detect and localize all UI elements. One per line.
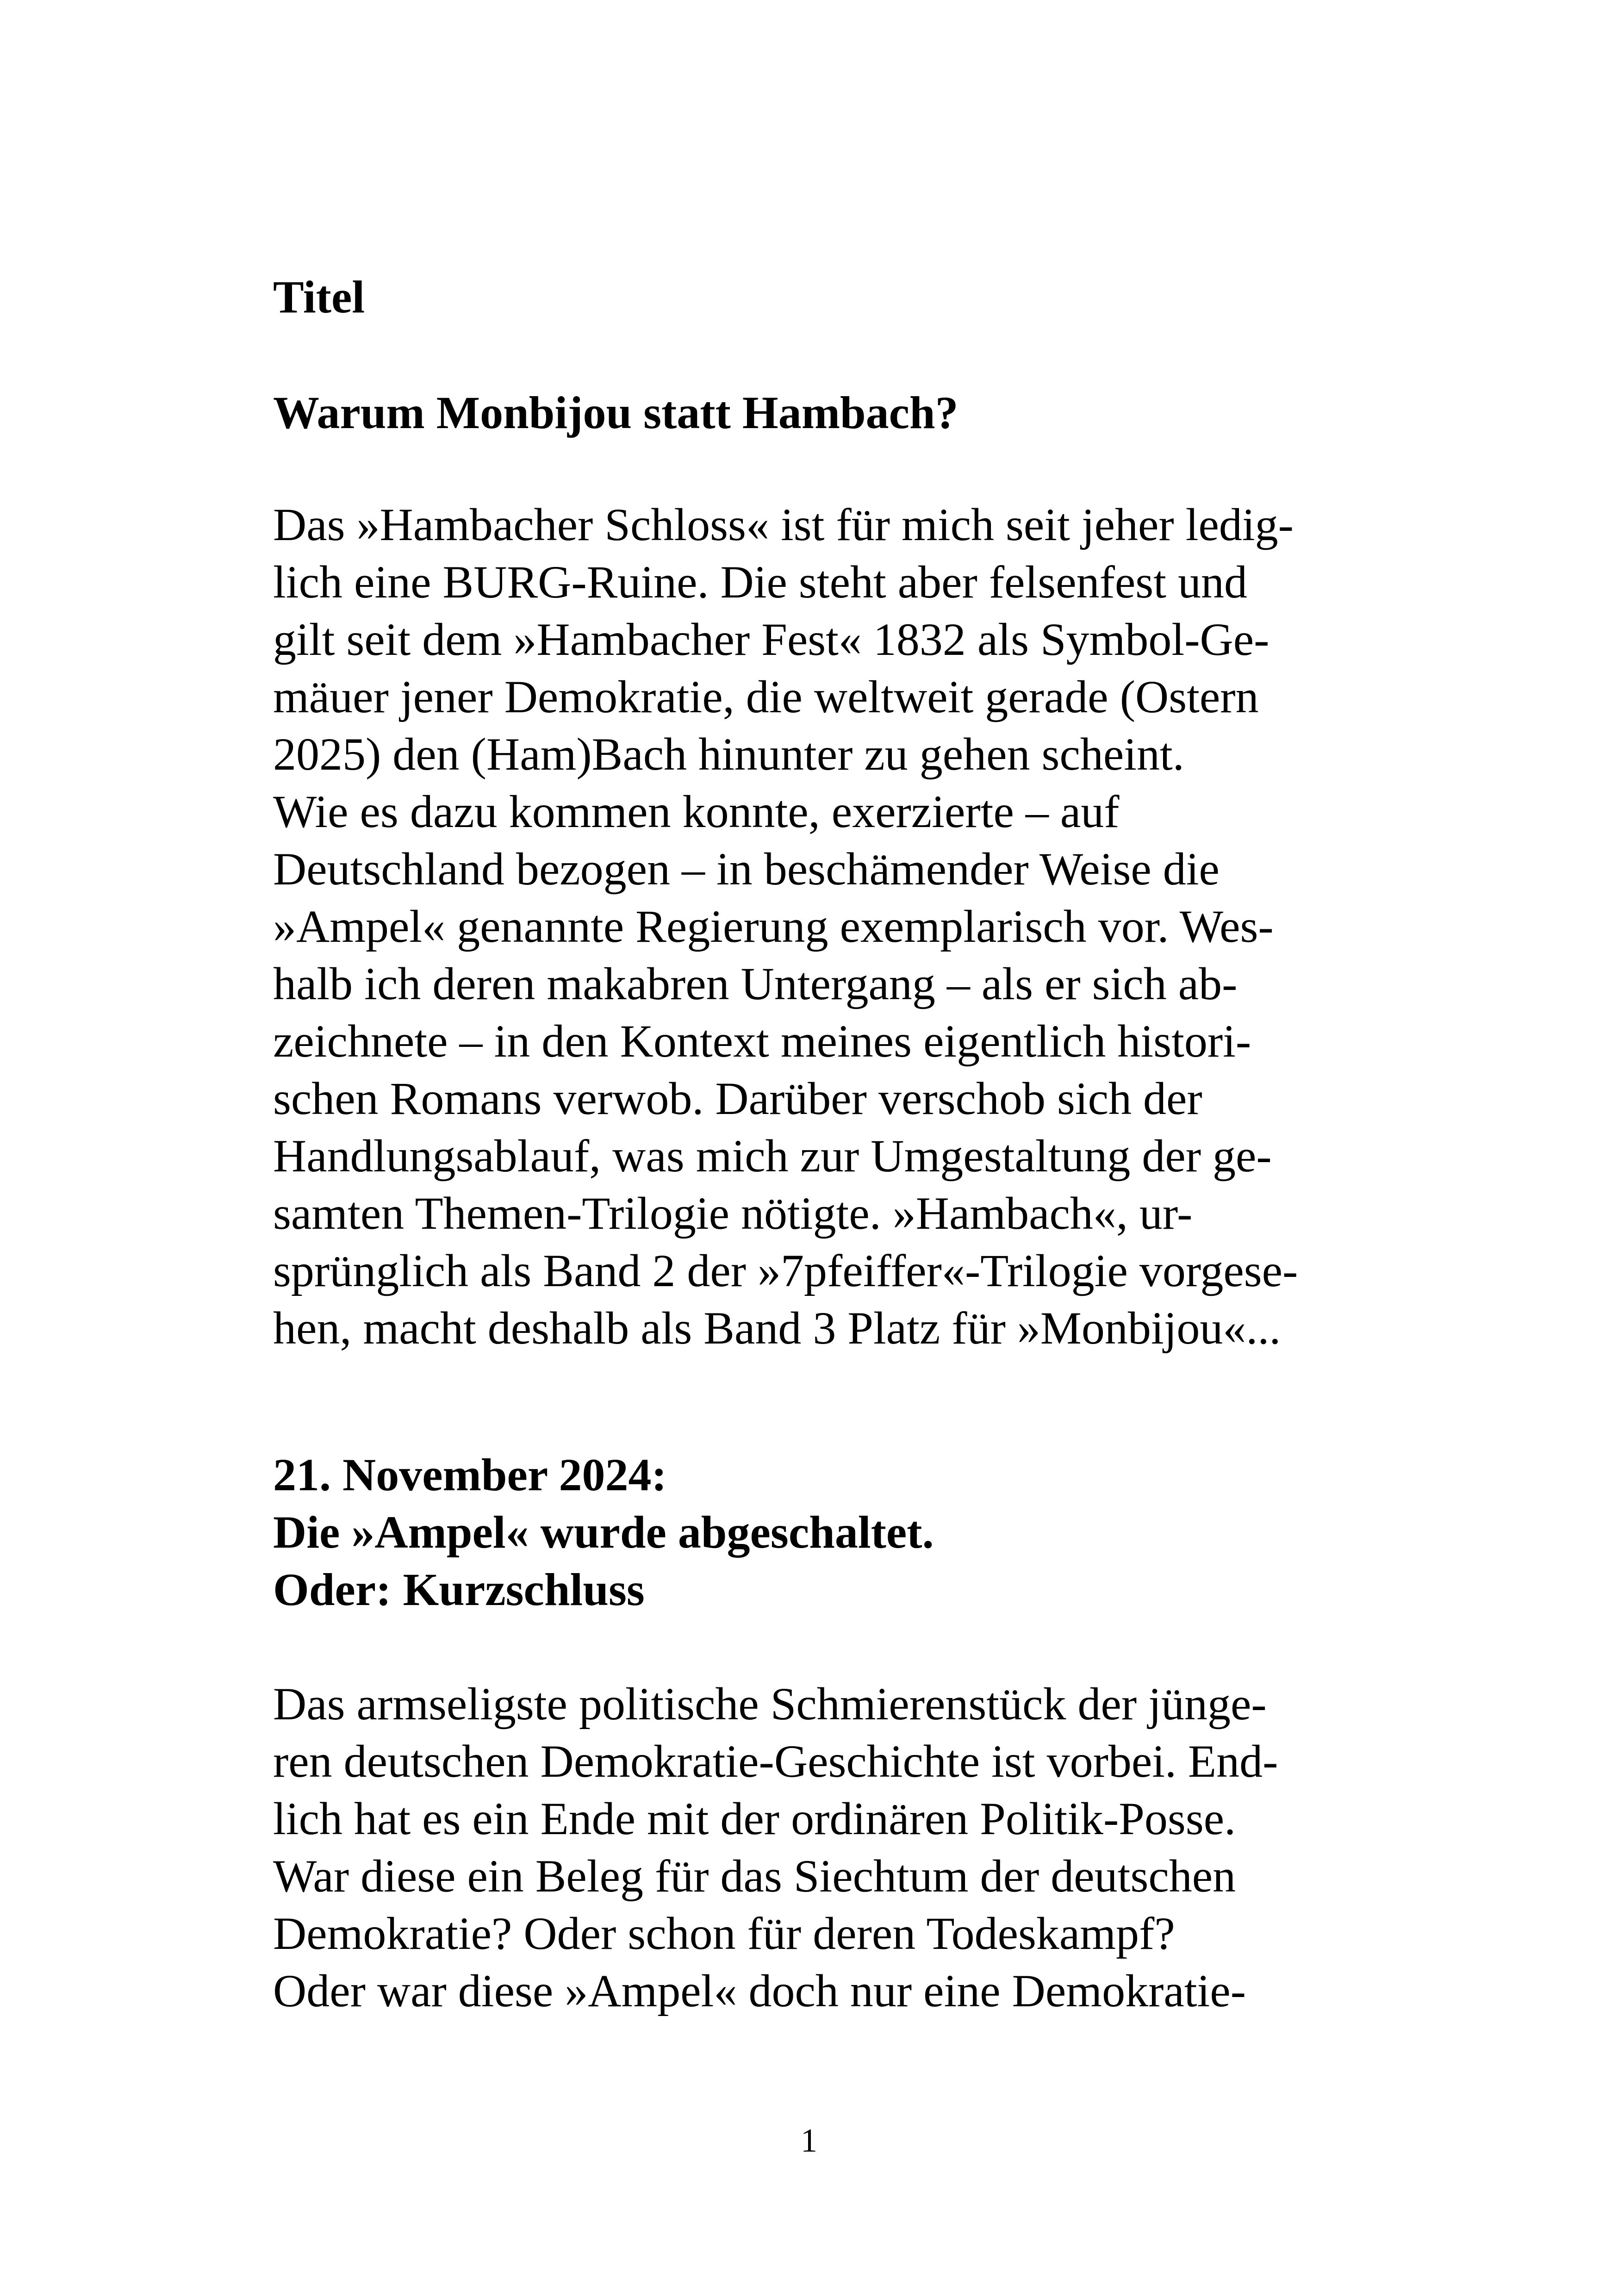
body-line: »Ampel« genannte Regierung exemplarisch vor. Wes-: [273, 901, 1274, 952]
section-2-heading-block: [273, 1446, 1347, 1618]
body-line: hen, macht deshalb als Band 3 Platz für »Monbijou«...: [273, 1302, 1281, 1354]
body-line: War diese ein Beleg für das Siechtum der deutschen: [273, 1850, 1236, 1902]
body-line: gilt seit dem »Hambacher Fest« 1832 als Symbol-Ge-: [273, 614, 1270, 665]
section-2-heading-line: Die »Ampel« wurde abgeschaltet.: [273, 1506, 934, 1558]
body-line: mäuer jener Demokratie, die weltweit gerade (Ostern: [273, 671, 1259, 722]
body-line: Wie es dazu kommen konnte, exerzierte – auf: [273, 786, 1120, 837]
body-line: samten Themen-Trilogie nötigte. »Hambach«, ur-: [273, 1188, 1193, 1239]
body-line: Oder war diese »Ampel« doch nur eine Demokratie-: [273, 1965, 1246, 2016]
body-line: Deutschland bezogen – in beschämender Weise die: [273, 843, 1220, 895]
page-label-block: [273, 268, 1347, 326]
section-2-body: [273, 1675, 1347, 2020]
section-1-body: [273, 496, 1347, 1357]
section-2-heading-line: 21. November 2024:: [273, 1449, 667, 1500]
section-2-heading-line: Oder: Kurzschluss: [273, 1564, 645, 1615]
body-line: Handlungsablauf, was mich zur Umgestaltung der ge-: [273, 1130, 1272, 1182]
body-line: schen Romans verwob. Darüber verschob sich der: [273, 1073, 1202, 1124]
body-line: lich hat es ein Ende mit der ordinären Politik-Posse.: [273, 1793, 1236, 1844]
body-line: Das »Hambacher Schloss« ist für mich seit jeher ledig-: [273, 499, 1294, 550]
page-number: 1: [801, 2122, 817, 2159]
body-line: halb ich deren makabren Untergang – als er sich ab-: [273, 958, 1238, 1009]
body-line: sprünglich als Band 2 der »7pfeiffer«-Trilogie vorgese-: [273, 1245, 1298, 1296]
body-line: 2025) den (Ham)Bach hinunter zu gehen scheint.: [273, 728, 1184, 780]
body-line: lich eine BURG-Ruine. Die steht aber felsenfest und: [273, 556, 1247, 608]
body-line: Das armseligste politische Schmierenstück der jünge-: [273, 1678, 1267, 1730]
section-1-heading-block: [273, 384, 1347, 442]
body-line: Demokratie? Oder schon für deren Todeskampf?: [273, 1908, 1175, 1959]
body-line: ren deutschen Demokratie-Geschichte ist vorbei. End-: [273, 1736, 1278, 1787]
page-label: Titel: [273, 271, 365, 323]
section-1-heading: Warum Monbijou statt Hambach?: [273, 387, 958, 438]
body-line: zeichnete – in den Kontext meines eigentlich histori-: [273, 1015, 1251, 1067]
